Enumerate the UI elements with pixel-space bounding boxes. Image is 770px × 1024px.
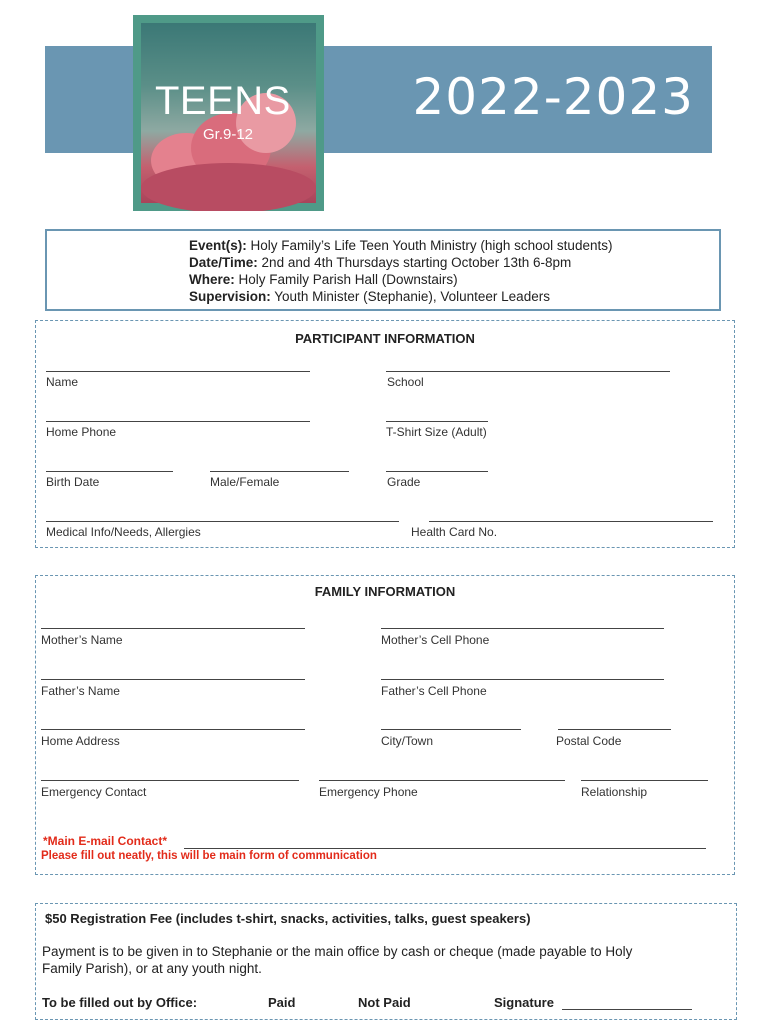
email-contact-label: *Main E-mail Contact* [43,834,168,848]
payment-line-1: Payment is to be given in to Stephanie or the main office by cash or cheque (made payable to Holy [42,944,633,959]
datetime-value: 2nd and 4th Thursdays starting October 13th 6-8pm [261,255,572,270]
where-value: Holy Family Parish Hall (Downstairs) [238,272,458,287]
participant-title: PARTICIPANT INFORMATION [295,331,475,346]
where-line [189,272,458,287]
emergency-phone-label: Emergency Phone [319,785,418,799]
cover-subtitle: Gr.9-12 [203,126,254,143]
emergency-contact-label: Emergency Contact [41,785,147,799]
grade-label: Grade [387,475,421,489]
emergency-phone-field[interactable] [319,780,565,781]
teens-cover-image [133,15,324,211]
datetime-label: Date/Time: [189,255,258,270]
event-info-box [45,229,721,311]
tshirt-size-field[interactable] [386,421,488,422]
relationship-label: Relationship [581,785,648,799]
mother-cell-field[interactable] [381,628,664,629]
office-label: To be filled out by Office: [42,995,198,1010]
medical-info-field[interactable] [46,521,399,522]
events-label: Event(s): [189,238,247,253]
family-title: FAMILY INFORMATION [314,584,456,599]
emergency-contact-field[interactable] [41,780,299,781]
supervision-label: Supervision: [189,289,271,304]
supervision-value: Youth Minister (Stephanie), Volunteer Leaders [274,289,550,304]
mother-name-field[interactable] [41,628,305,629]
fee-section [35,903,737,1020]
paid-label[interactable]: Paid [268,995,296,1010]
medical-info-label: Medical Info/Needs, Allergies [46,525,201,539]
email-note: Please fill out neatly, this will be main form of communication [41,850,377,862]
postal-code-label: Postal Code [556,734,622,748]
cover-title: TEENS [155,79,291,123]
relationship-field[interactable] [581,780,708,781]
father-name-label: Father’s Name [41,684,120,698]
events-line [189,238,612,253]
family-section [35,575,735,875]
cloud-shape [141,163,316,211]
payment-line-2: Family Parish), or at any youth night. [42,961,262,976]
home-phone-field[interactable] [46,421,310,422]
school-field[interactable] [386,371,670,372]
father-cell-label: Father’s Cell Phone [381,684,487,698]
tshirt-size-label: T-Shirt Size (Adult) [386,425,487,439]
participant-section [35,320,735,548]
school-label: School [387,375,424,389]
name-label: Name [46,375,79,389]
city-field[interactable] [381,729,521,730]
gender-label: Male/Female [210,475,280,489]
grade-field[interactable] [386,471,488,472]
health-card-field[interactable] [429,521,713,522]
signature-label: Signature [494,995,554,1010]
home-phone-label: Home Phone [46,425,117,439]
signature-field[interactable] [562,1009,692,1010]
city-label: City/Town [381,734,434,748]
events-value: Holy Family’s Life Teen Youth Ministry (high school students) [250,238,613,253]
birth-date-label: Birth Date [46,475,100,489]
home-address-label: Home Address [41,734,120,748]
not-paid-label[interactable]: Not Paid [358,995,411,1010]
year-title: 2022-2023 [412,68,694,126]
datetime-line [189,255,571,270]
birth-date-field[interactable] [46,471,173,472]
fee-title: $50 Registration Fee (includes t-shirt, snacks, activities, talks, guest speakers) [45,911,531,926]
father-name-field[interactable] [41,679,305,680]
home-address-field[interactable] [41,729,305,730]
mother-cell-label: Mother’s Cell Phone [381,633,490,647]
email-contact-field[interactable] [184,848,706,849]
postal-code-field[interactable] [558,729,671,730]
name-field[interactable] [46,371,310,372]
father-cell-field[interactable] [381,679,664,680]
health-card-label: Health Card No. [411,525,498,539]
gender-field[interactable] [210,471,349,472]
where-label: Where: [189,272,235,287]
mother-name-label: Mother’s Name [41,633,123,647]
supervision-line [189,289,550,304]
